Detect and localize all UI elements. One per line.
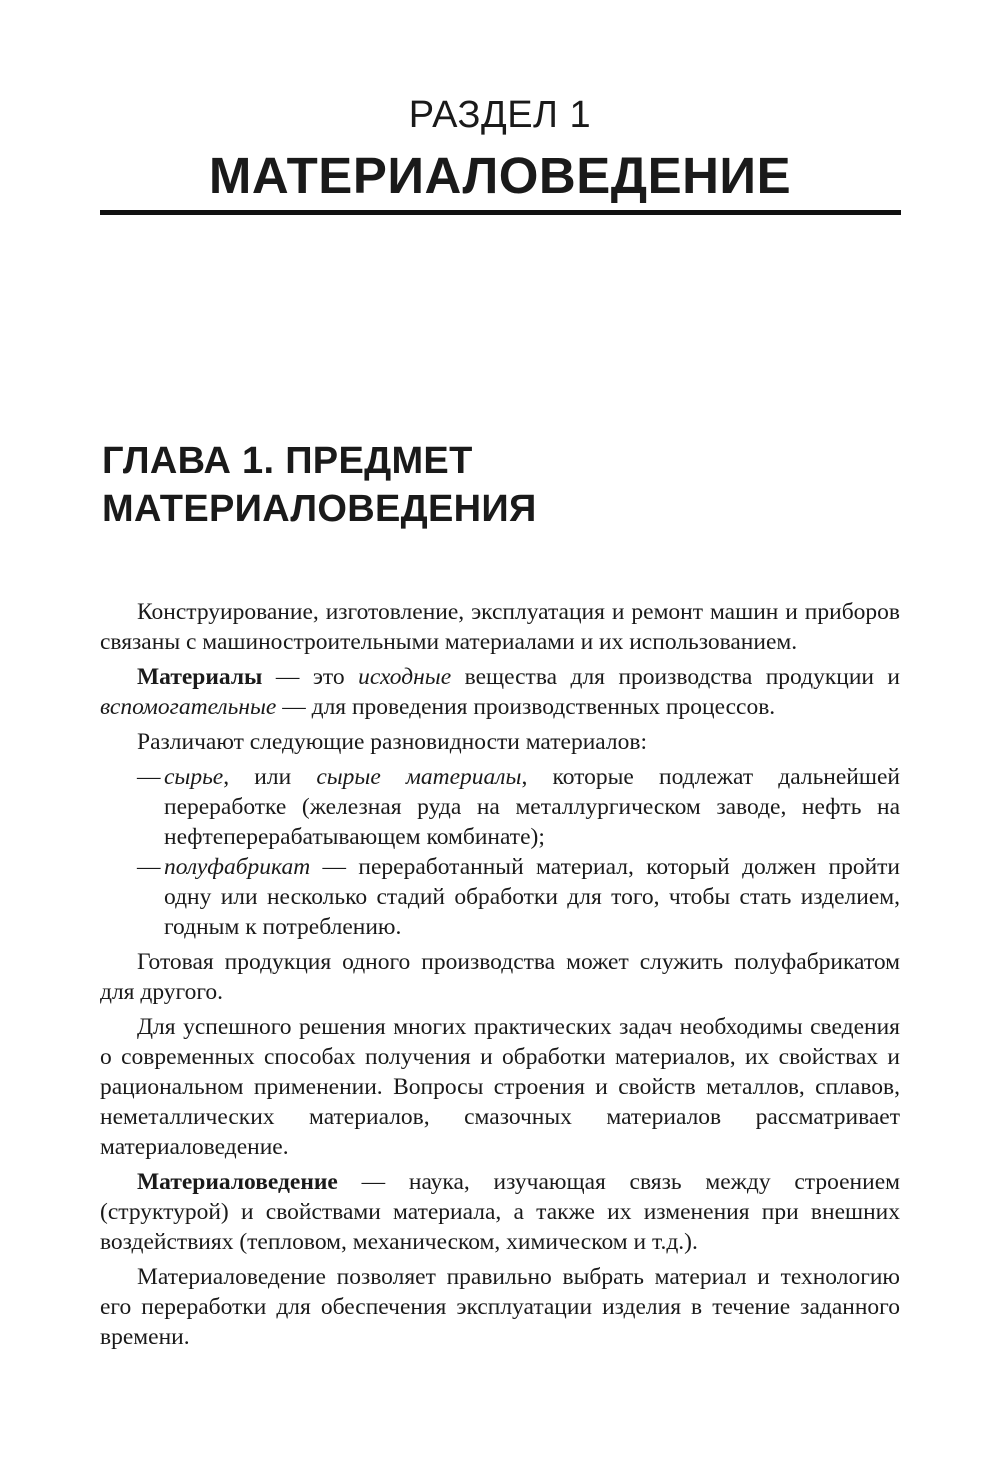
- paragraph-materials-science-definition: Материаловедение — наука, изучающая связь между строением (структурой) и свойствами материала, а также их изменения при внешних воздействиях (тепловом, механическом, химическом и т.д.).: [100, 1169, 900, 1255]
- materials-kinds-list: [100, 762, 900, 942]
- chapter-body: [100, 597, 900, 1357]
- list-dash: —: [137, 854, 161, 880]
- paragraph-kinds-intro: Различают следующие разновидности материалов:: [137, 729, 648, 755]
- term-materials: Материалы: [137, 664, 263, 690]
- list-item: — сырье, или сырые материалы, которые подлежат дальнейшей переработке (железная руда на металлургическом заводе, нефть на нефтеперерабатывающем комбинате);: [137, 764, 900, 850]
- section-title: МАТЕРИАЛОВЕДЕНИЕ: [208, 147, 792, 204]
- section-label: РАЗДЕЛ 1: [408, 94, 592, 136]
- paragraph-practical-tasks: Для успешного решения многих практических задач необходимы сведения о современных способах получения и обработки материалов, их свойствах и рациональном применении. Вопросы строения и свойств металлов, сплавов, неметаллических материалов, смазочных материалов рассматривает материаловедение.: [100, 1014, 900, 1160]
- paragraph-conclusion: Материаловедение позволяет правильно выбрать материал и технологию его переработки для обеспечения эксплуатации изделия в течение заданного времени.: [100, 1264, 900, 1350]
- paragraph-materials-definition: Материалы — это исходные вещества для производства продукции и вспомогательные — для проведения производственных процессов.: [100, 664, 901, 720]
- section-divider: [100, 210, 901, 215]
- list-dash: —: [137, 764, 161, 790]
- paragraph-finished-product: Готовая продукция одного производства может служить полуфабрикатом для другого.: [100, 949, 900, 1005]
- chapter-title: [102, 437, 882, 533]
- emphasis-auxiliary: вспомогательные: [100, 694, 277, 720]
- list-item: — полуфабрикат — переработанный материал, который должен пройти одну или несколько стадий обработки для того, чтобы стать изделием, годным к потреблению.: [137, 854, 900, 940]
- term-materials-science: Материаловедение: [137, 1169, 338, 1195]
- chapter-title-line-1: ГЛАВА 1. ПРЕДМЕТ: [102, 440, 473, 482]
- paragraph-intro: Конструирование, изготовление, эксплуатация и ремонт машин и приборов связаны с машиностроительными материалами и их использованием.: [100, 599, 900, 655]
- chapter-title-line-2: МАТЕРИАЛОВЕДЕНИЯ: [102, 488, 537, 530]
- emphasis-source: исходные: [358, 664, 452, 690]
